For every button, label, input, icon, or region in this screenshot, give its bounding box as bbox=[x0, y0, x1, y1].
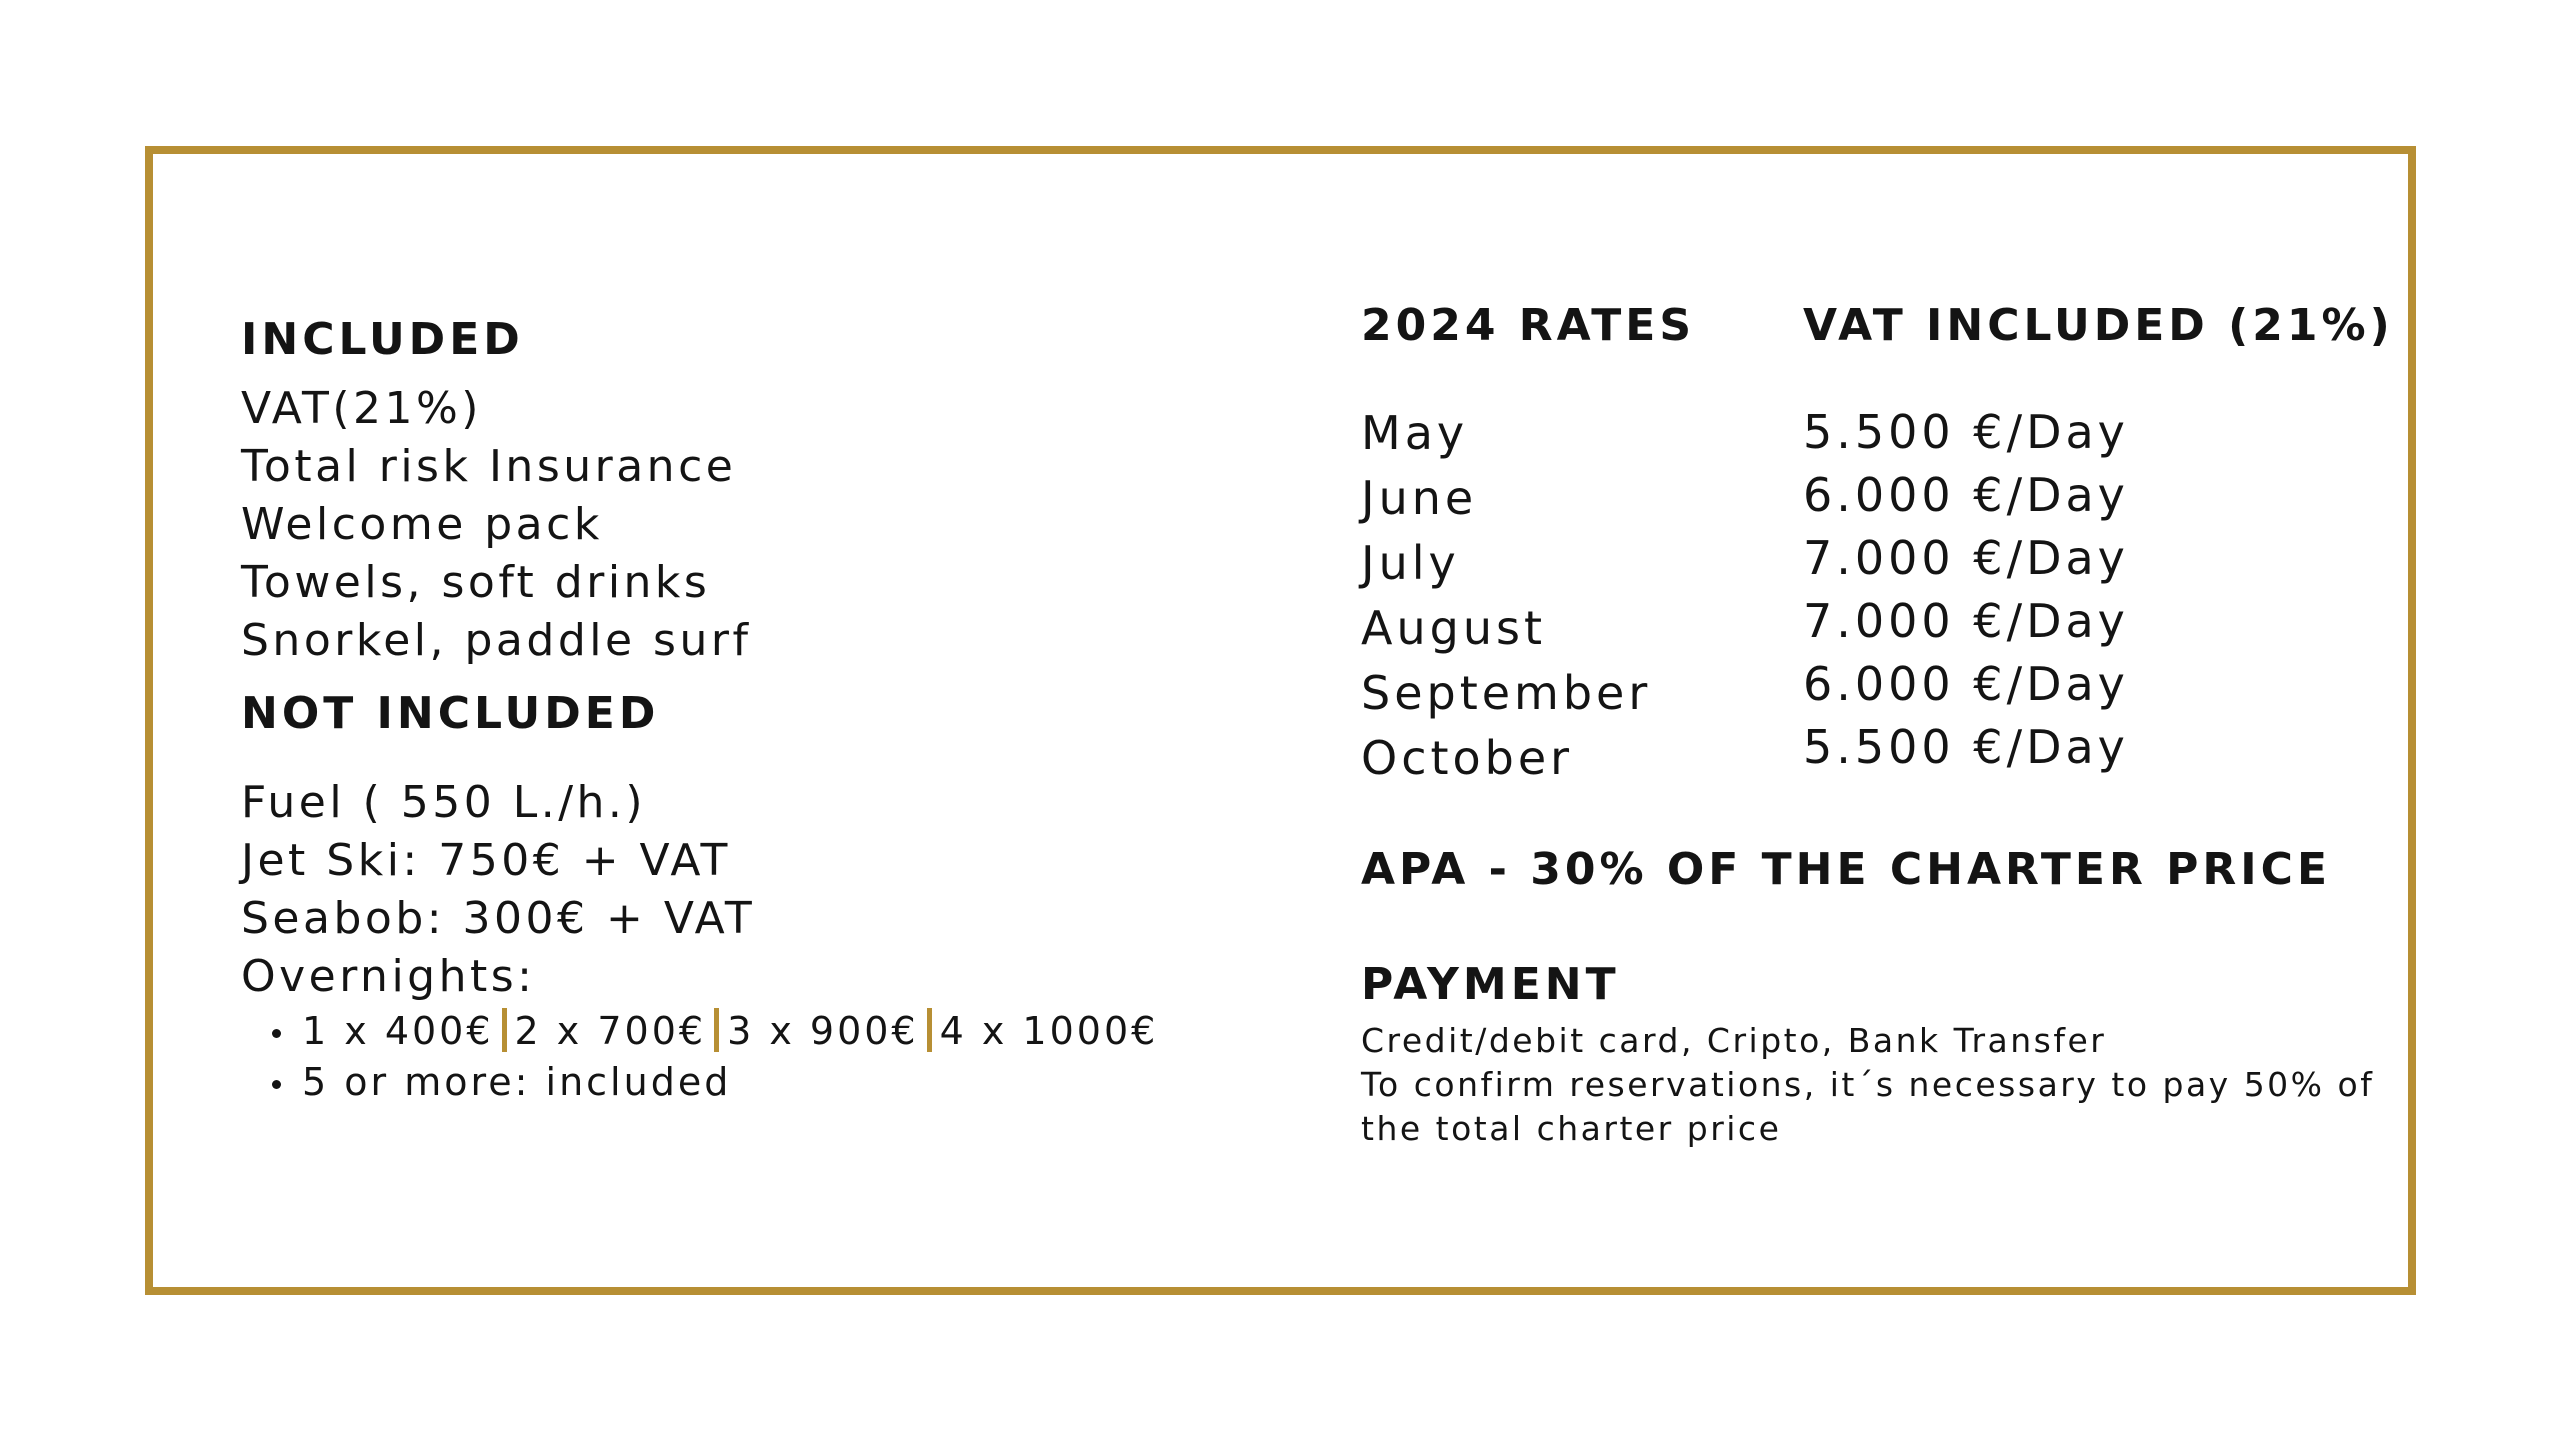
overnight-option-4: 4 x 1000€ bbox=[939, 1009, 1159, 1053]
payment-section bbox=[1361, 959, 2375, 1151]
month-september: September bbox=[1361, 666, 1652, 720]
vat-included-heading: VAT INCLUDED (21%) bbox=[1803, 300, 2394, 351]
month-list bbox=[1361, 401, 1651, 791]
payment-confirm-line-1: To confirm reservations, it´s necessary to pay 50% of bbox=[1361, 1065, 2375, 1104]
separator-bar bbox=[927, 1008, 932, 1052]
included-column bbox=[241, 314, 1341, 1108]
price-october: 5.500 €/Day bbox=[1803, 720, 2129, 774]
payment-confirm-line-2: the total charter price bbox=[1361, 1109, 1782, 1148]
rates-heading: 2024 RATES bbox=[1361, 300, 1696, 351]
payment-methods: Credit/debit card, Cripto, Bank Transfer bbox=[1361, 1021, 2107, 1060]
overnights-more: 5 or more: included bbox=[241, 1057, 1341, 1108]
overnights-options bbox=[241, 1006, 1341, 1057]
not-included-item-jet-ski: Jet Ski: 750€ + VAT bbox=[241, 835, 731, 886]
price-september: 6.000 €/Day bbox=[1803, 657, 2129, 711]
not-included-heading: NOT INCLUDED bbox=[241, 688, 660, 739]
separator-bar bbox=[502, 1008, 507, 1052]
rates-table bbox=[1361, 300, 2461, 804]
price-june: 6.000 €/Day bbox=[1803, 468, 2129, 522]
month-august: August bbox=[1361, 601, 1546, 655]
included-item-vat: VAT(21%) bbox=[241, 383, 482, 434]
rates-column bbox=[1361, 300, 2461, 1148]
month-may: May bbox=[1361, 406, 1469, 460]
included-heading: INCLUDED bbox=[241, 314, 524, 365]
apa-heading: APA - 30% OF THE CHARTER PRICE bbox=[1361, 844, 2332, 895]
included-item-snorkel: Snorkel, paddle surf bbox=[241, 615, 752, 666]
included-item-welcome-pack: Welcome pack bbox=[241, 499, 603, 550]
overnight-option-1: 1 x 400€ bbox=[302, 1009, 494, 1053]
not-included-item-fuel: Fuel ( 550 L./h.) bbox=[241, 777, 647, 828]
month-july: July bbox=[1361, 536, 1460, 590]
included-item-insurance: Total risk Insurance bbox=[241, 441, 737, 492]
included-item-towels: Towels, soft drinks bbox=[241, 557, 711, 608]
price-may: 5.500 €/Day bbox=[1803, 405, 2129, 459]
payment-heading: PAYMENT bbox=[1361, 959, 1620, 1010]
month-june: June bbox=[1361, 471, 1478, 525]
not-included-item-seabob: Seabob: 300€ + VAT bbox=[241, 893, 756, 944]
not-included-item-overnights: Overnights: bbox=[241, 951, 536, 1002]
price-july: 7.000 €/Day bbox=[1803, 531, 2129, 585]
overnight-option-3: 3 x 900€ bbox=[727, 1009, 919, 1053]
price-august: 7.000 €/Day bbox=[1803, 594, 2129, 648]
month-october: October bbox=[1361, 731, 1574, 785]
overnight-option-2: 2 x 700€ bbox=[514, 1009, 707, 1053]
overnights-list bbox=[241, 1006, 1341, 1108]
separator-bar bbox=[714, 1008, 719, 1052]
price-list bbox=[1803, 401, 2129, 779]
